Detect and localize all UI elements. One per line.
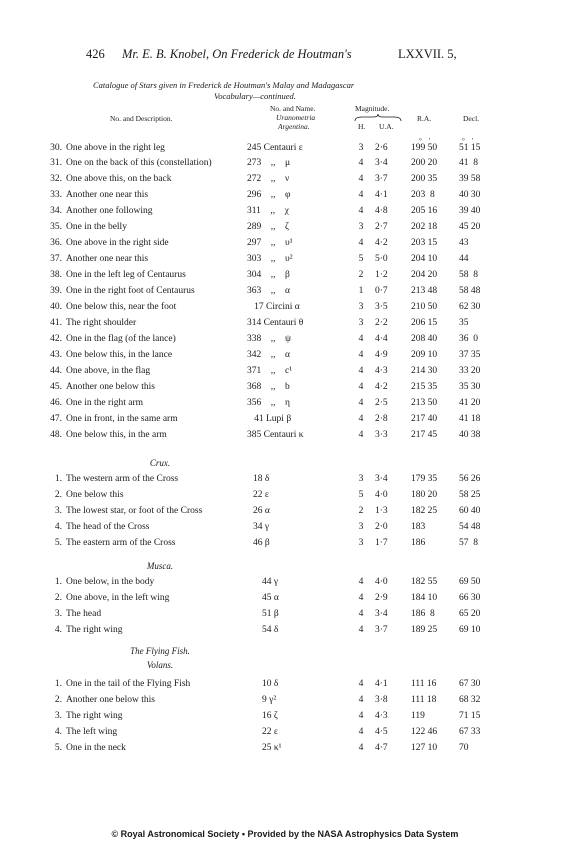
table-title-line1: Catalogue of Stars given in Frederick de Houtman's Malay and Madagascar [93,80,355,90]
table-row: 34. Another one following 311 ,, χ 4 4·8 205 16 39 40 [50,206,481,216]
table-row: 43. One below this, in the lance 342 ,, α 4 4·9 209 10 37 35 [50,350,481,360]
table-row: 35. One in the belly 289 ,, ζ 3 2·7 202 18 45 20 [50,222,481,232]
col-ra: R.A. [417,114,432,123]
unit-marks-decl: ° ′ [462,137,474,145]
copyright-footer: © Royal Astronomical Society • Provided by the NASA Astrophysics Data System [111,829,459,839]
unit-marks-ra: ° ′ [419,137,431,145]
col-mag-h: H. [358,122,366,131]
table-row: 2. Another one below this 9 γ² 4 3·8 111 18 68 32 [54,695,481,705]
table-row: 46. One in the right arm 356 ,, η 4 2·5 213 50 41 20 [50,398,481,408]
table-row: 2. One below this 22 ε 5 4·0 180 20 58 25 [54,490,481,500]
table-row: 39. One in the right foot of Centaurus 363 ,, α 1 0·7 213 48 58 48 [50,286,481,296]
col-description: No. and Description. [110,114,173,123]
running-title: Mr. E. B. Knobel, On Frederick de Houtman's [122,47,352,61]
table-row: 48. One below this, in the arm 385 Centauri κ 4 3·3 217 45 40 38 [50,430,481,440]
table-row: 38. One in the left leg of Centaurus 304 ,, β 2 1·2 204 20 58 8 [50,270,478,280]
table-row: 33. Another one near this 296 ,, φ 4 4·1 203 8 40 30 [50,190,481,200]
table-row: 3. The right wing 16 ζ 4 4·3 119 71 15 [54,711,481,721]
table-row: 40. One below this, near the foot 17 Circini α 3 3·5 210 50 62 30 [50,302,481,312]
section-heading-musca: Musca. [146,561,174,571]
col-mag-ua: U.A. [379,122,394,131]
col-magnitude: Magnitude. [355,104,390,113]
table-row: 32. One above this, on the back 272 ,, ν 4 3·7 200 35 39 58 [50,174,481,184]
col-decl: Decl. [463,114,480,123]
table-row: 41. The right shoulder 314 Centauri θ 3 2·2 206 15 35 [50,318,469,328]
section-heading-flying-fish: The Flying Fish. [130,646,190,656]
table-row: 1. The western arm of the Cross 18 δ 3 3·4 179 35 56 26 [54,474,481,484]
table-row: 5. The eastern arm of the Cross 46 β 3 1·7 186 57 8 [54,538,478,548]
section-heading-crux: Crux. [149,458,171,468]
section-heading-volans: Volans. [146,660,174,670]
table-row: 31. One on the back of this (constellation) 273 ,, μ 4 3·4 200 20 41 8 [50,158,478,168]
table-row: 47. One in front, in the same arm 41 Lupi β 4 2·8 217 40 41 18 [50,414,481,424]
table-row: 1. One below, in the body 44 γ 4 4·0 182 55 69 50 [54,577,481,587]
table-row: 4. The right wing 54 δ 4 3·7 189 25 69 10 [54,625,481,635]
table-row: 1. One in the tail of the Flying Fish 10 δ 4 4·1 111 16 67 30 [54,679,481,689]
col-ura-line1: No. and Name. [270,104,316,113]
table-row: 36. One above in the right side 297 ,, υ¹ 4 4·2 203 15 43 [50,238,469,248]
table-row: 45. Another one below this 368 ,, b 4 4·2 215 35 35 30 [50,382,481,392]
table-row: 2. One above, in the left wing 45 α 4 2·9 184 10 66 30 [54,593,481,603]
col-ura-line3: Argentina. [278,122,310,131]
page-number: 426 [86,47,105,61]
table-row: 4. The head of the Cross 34 γ 3 2·0 183 54 48 [54,522,481,532]
table-title-line2: Vocabulary—continued. [214,91,296,101]
table-row: 30. One above in the right leg 245 Centauri ε 3 2·6 199 50 51 15 [50,143,481,153]
table-row: 5. One in the neck 25 κ¹ 4 4·7 127 10 70 [54,743,469,753]
table-row: 4. The left wing 22 ε 4 4·5 122 46 67 33 [54,727,481,737]
table-row: 44. One above, in the flag 371 ,, c¹ 4 4·3 214 30 33 20 [50,366,481,376]
table-row: 3. The head 51 β 4 3·4 186 8 65 20 [54,609,481,619]
table-row: 37. Another one near this 303 ,, υ² 5 5·0 204 10 44 [50,254,469,264]
col-ura-line2: Uranometria [276,113,316,122]
volume-number: LXXVII. 5, [398,47,457,61]
table-row: 3. The lowest star, or foot of the Cross 26 α 2 1·3 182 25 60 40 [54,506,481,516]
table-row: 42. One in the flag (of the lance) 338 ,, ψ 4 4·4 208 40 36 0 [50,334,478,344]
magnitude-brace [354,114,402,122]
